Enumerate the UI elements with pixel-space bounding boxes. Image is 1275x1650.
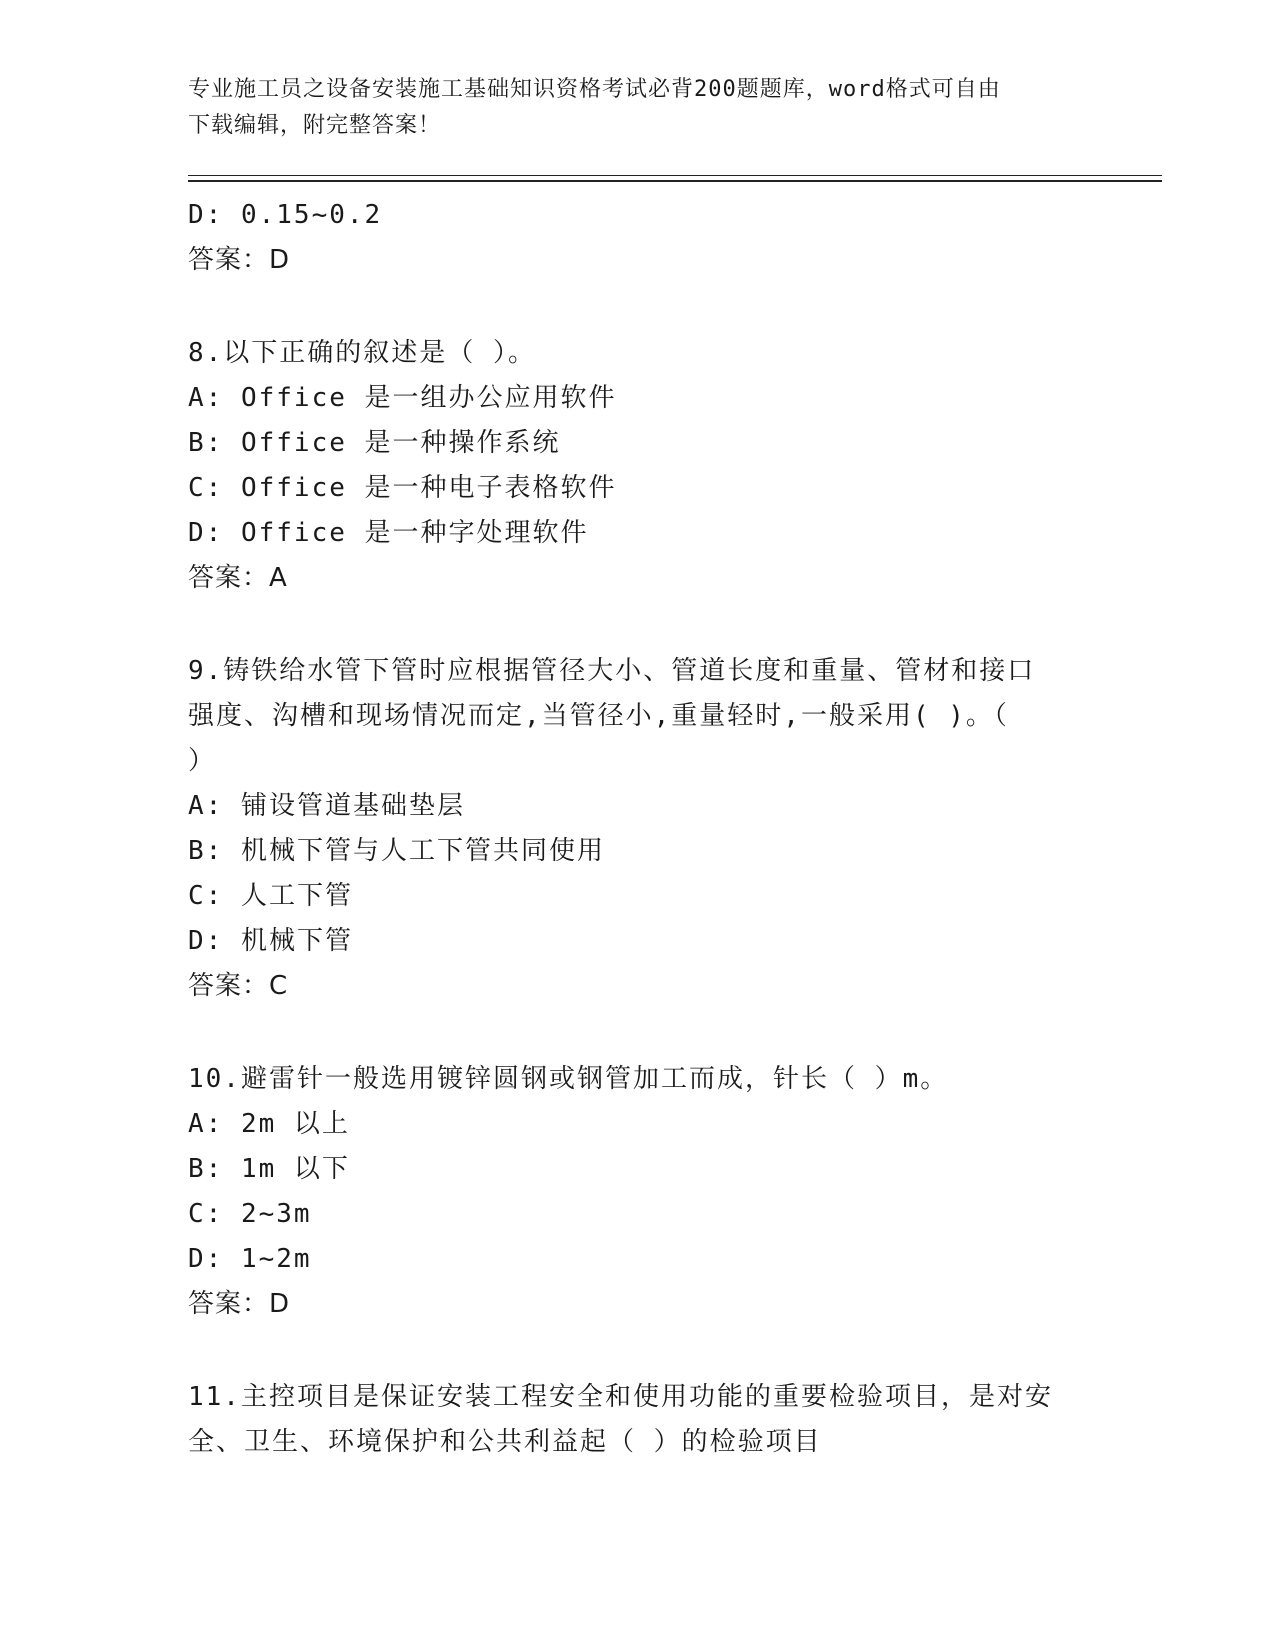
option-b: B: Office 是一种操作系统: [188, 428, 561, 458]
question-stem-line-1: 11.主控项目是保证安装工程安全和使用功能的重要检验项目，是对安: [188, 1382, 1053, 1412]
header-title-line-2: 下载编辑，附完整答案！: [188, 113, 442, 138]
option-a: A: 铺设管道基础垫层: [188, 791, 465, 821]
option-c: C: 人工下管: [188, 881, 353, 911]
question-9: [188, 649, 1088, 1009]
question-8: [188, 331, 1088, 601]
header-title-line-1: 专业施工员之设备安装施工基础知识资格考试必背200题题库，word格式可自由: [188, 77, 1001, 102]
question-stem-line-3: ）: [188, 746, 217, 776]
answer-line: 答案：D: [188, 1289, 291, 1319]
option-a: A: 2m 以上: [188, 1109, 350, 1139]
answer-line: 答案：C: [188, 971, 289, 1001]
option-b: B: 1m 以下: [188, 1154, 350, 1184]
option-c: C: Office 是一种电子表格软件: [188, 473, 617, 503]
page-header: [188, 72, 1068, 144]
question-11: [188, 1375, 1088, 1465]
question-stem-line-1: 9.铸铁给水管下管时应根据管径大小、管道长度和重量、管材和接口: [188, 656, 1036, 686]
answer-line: 答案：A: [188, 563, 288, 593]
header-divider-thick: [188, 180, 1162, 182]
question-list: [188, 193, 1088, 1465]
question-stem: 10.避雷针一般选用镀锌圆钢或钢管加工而成，针长（ ）m。: [188, 1064, 949, 1094]
option-b: B: 机械下管与人工下管共同使用: [188, 836, 605, 866]
option-d: D: 0.15~0.2: [188, 200, 383, 230]
question-stem-line-2: 全、卫生、环境保护和公共利益起（ ）的检验项目: [188, 1427, 822, 1457]
option-d: D: 1~2m: [188, 1244, 312, 1274]
question-7: [188, 193, 1088, 283]
question-stem-line-2: 强度、沟槽和现场情况而定,当管径小,重量轻时,一般采用( )。（: [188, 701, 1009, 731]
answer-line: 答案：D: [188, 245, 291, 275]
header-divider-thin: [188, 175, 1162, 176]
option-a: A: Office 是一组办公应用软件: [188, 383, 617, 413]
option-d: D: Office 是一种字处理软件: [188, 518, 589, 548]
question-10: [188, 1057, 1088, 1327]
option-c: C: 2~3m: [188, 1199, 312, 1229]
question-stem: 8.以下正确的叙述是（ ）。: [188, 338, 536, 368]
option-d: D: 机械下管: [188, 926, 353, 956]
